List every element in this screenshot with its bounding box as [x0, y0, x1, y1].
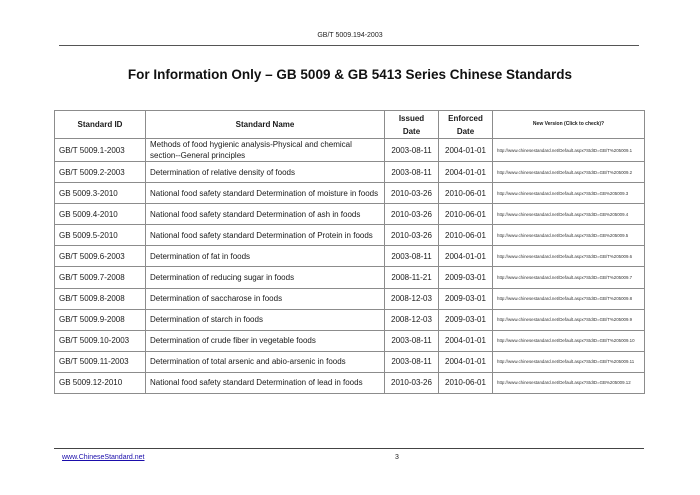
- header-divider: [59, 45, 639, 46]
- issued-label: Issued: [398, 113, 425, 123]
- enforced-date-cell: 2004-01-01: [439, 162, 493, 183]
- standard-name-cell: Determination of reducing sugar in foods: [146, 267, 385, 288]
- standard-name-cell: Determination of fat in foods: [146, 246, 385, 267]
- column-header-enforced-date: [439, 111, 493, 139]
- standard-id-cell: GB/T 5009.11-2003: [55, 351, 146, 372]
- footer-divider: [54, 448, 644, 449]
- standards-table: [54, 110, 645, 394]
- table-row: [55, 162, 645, 183]
- enforced-date-label: Date: [456, 126, 475, 136]
- standard-name-cell: Determination of starch in foods: [146, 309, 385, 330]
- table-row: [55, 204, 645, 225]
- new-version-link[interactable]: http://www.chinesestandard.net/Default.aspx?StdID=GB/T%205009.7: [493, 267, 645, 288]
- new-version-link[interactable]: http://www.chinesestandard.net/Default.aspx?StdID=GB/T%205009.2: [493, 162, 645, 183]
- enforced-date-cell: 2009-03-01: [439, 288, 493, 309]
- enforced-date-cell: 2004-01-01: [439, 246, 493, 267]
- enforced-label: Enforced: [448, 113, 483, 123]
- standard-name-cell: Determination of saccharose in foods: [146, 288, 385, 309]
- standard-id-cell: GB/T 5009.1-2003: [55, 139, 146, 162]
- new-version-link[interactable]: http://www.chinesestandard.net/Default.aspx?StdID=GB%205009.12: [493, 372, 645, 393]
- enforced-date-cell: 2009-03-01: [439, 267, 493, 288]
- new-version-link[interactable]: http://www.chinesestandard.net/Default.aspx?StdID=GB/T%205009.8: [493, 288, 645, 309]
- issued-date-cell: 2010-03-26: [385, 204, 439, 225]
- table-row: [55, 372, 645, 393]
- page-title: For Information Only – GB 5009 & GB 5413 Series Chinese Standards: [127, 67, 573, 82]
- standard-id-cell: GB/T 5009.10-2003: [55, 330, 146, 351]
- table-row: [55, 351, 645, 372]
- standard-id-cell: GB/T 5009.8-2008: [55, 288, 146, 309]
- table-row: [55, 225, 645, 246]
- issued-date-cell: 2003-08-11: [385, 330, 439, 351]
- table-header-row: [55, 111, 645, 139]
- new-version-link[interactable]: http://www.chinesestandard.net/Default.aspx?StdID=GB/T%205009.6: [493, 246, 645, 267]
- enforced-date-cell: 2004-01-01: [439, 139, 493, 162]
- enforced-date-cell: 2010-06-01: [439, 183, 493, 204]
- enforced-date-cell: 2010-06-01: [439, 204, 493, 225]
- enforced-date-cell: 2004-01-01: [439, 351, 493, 372]
- table-row: [55, 288, 645, 309]
- column-header-standard-id: Standard ID: [55, 111, 146, 139]
- standard-name-cell: Determination of total arsenic and abio-arsenic in foods: [146, 351, 385, 372]
- standard-id-cell: GB 5009.12-2010: [55, 372, 146, 393]
- enforced-date-cell: 2004-01-01: [439, 330, 493, 351]
- column-header-new-version: New Version (Click to check)?: [493, 111, 645, 139]
- issued-date-cell: 2003-08-11: [385, 351, 439, 372]
- table-body: [55, 139, 645, 394]
- issued-date-cell: 2008-11-21: [385, 267, 439, 288]
- new-version-link[interactable]: http://www.chinesestandard.net/Default.aspx?StdID=GB/T%205009.10: [493, 330, 645, 351]
- table-row: [55, 267, 645, 288]
- standard-id-cell: GB 5009.3-2010: [55, 183, 146, 204]
- new-version-link[interactable]: http://www.chinesestandard.net/Default.aspx?StdID=GB/T%205009.1: [493, 139, 645, 162]
- standard-id-cell: GB 5009.4-2010: [55, 204, 146, 225]
- running-header: GB/T 5009.194-2003: [317, 32, 383, 39]
- standard-name-cell: National food safety standard Determination of moisture in foods: [146, 183, 385, 204]
- issued-date-cell: 2010-03-26: [385, 183, 439, 204]
- standard-name-cell: National food safety standard Determination of lead in foods: [146, 372, 385, 393]
- standard-name-cell: Methods of food hygienic analysis-Physical and chemical section--General principles: [146, 139, 385, 162]
- issued-date-cell: 2010-03-26: [385, 372, 439, 393]
- issued-date-cell: 2008-12-03: [385, 309, 439, 330]
- standard-id-cell: GB/T 5009.9-2008: [55, 309, 146, 330]
- issued-date-cell: 2008-12-03: [385, 288, 439, 309]
- footer-site-link[interactable]: www.ChineseStandard.net: [62, 454, 145, 461]
- issued-date-cell: 2010-03-26: [385, 225, 439, 246]
- issued-date-cell: 2003-08-11: [385, 162, 439, 183]
- standard-name-cell: National food safety standard Determination of ash in foods: [146, 204, 385, 225]
- standard-id-cell: GB/T 5009.6-2003: [55, 246, 146, 267]
- standard-name-cell: Determination of relative density of foods: [146, 162, 385, 183]
- table-row: [55, 309, 645, 330]
- column-header-standard-name: Standard Name: [146, 111, 385, 139]
- new-version-link[interactable]: http://www.chinesestandard.net/Default.aspx?StdID=GB%205009.5: [493, 225, 645, 246]
- enforced-date-cell: 2010-06-01: [439, 225, 493, 246]
- new-version-link[interactable]: http://www.chinesestandard.net/Default.aspx?StdID=GB/T%205009.9: [493, 309, 645, 330]
- issued-date-cell: 2003-08-11: [385, 139, 439, 162]
- enforced-date-cell: 2010-06-01: [439, 372, 493, 393]
- table-row: [55, 246, 645, 267]
- standard-id-cell: GB/T 5009.7-2008: [55, 267, 146, 288]
- new-version-link[interactable]: http://www.chinesestandard.net/Default.aspx?StdID=GB%205009.3: [493, 183, 645, 204]
- table-row: [55, 139, 645, 162]
- page-number: 3: [395, 454, 399, 461]
- standard-name-cell: Determination of crude fiber in vegetable foods: [146, 330, 385, 351]
- standard-id-cell: GB 5009.5-2010: [55, 225, 146, 246]
- new-version-link[interactable]: http://www.chinesestandard.net/Default.aspx?StdID=GB/T%205009.11: [493, 351, 645, 372]
- table-row: [55, 330, 645, 351]
- issued-date-label: Date: [402, 126, 421, 136]
- enforced-date-cell: 2009-03-01: [439, 309, 493, 330]
- new-version-link[interactable]: http://www.chinesestandard.net/Default.aspx?StdID=GB%205009.4: [493, 204, 645, 225]
- issued-date-cell: 2003-08-11: [385, 246, 439, 267]
- standard-name-cell: National food safety standard Determination of Protein in foods: [146, 225, 385, 246]
- table-row: [55, 183, 645, 204]
- standard-id-cell: GB/T 5009.2-2003: [55, 162, 146, 183]
- column-header-issued-date: [385, 111, 439, 139]
